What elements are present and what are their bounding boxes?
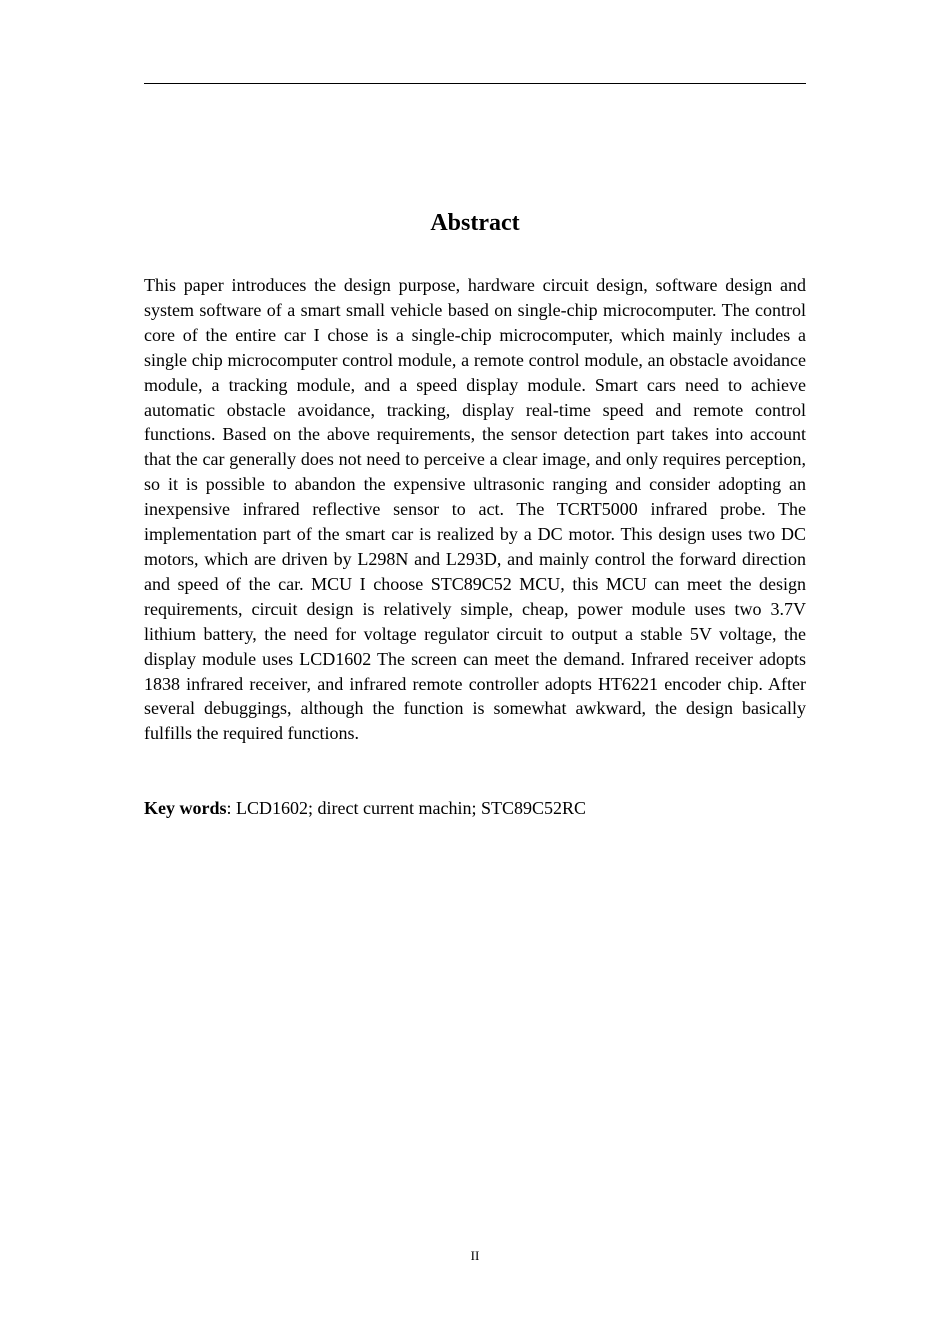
page-number: II <box>470 1248 480 1263</box>
header-rule <box>144 83 806 84</box>
keywords-line <box>144 796 806 821</box>
keywords-label: Key words <box>144 798 227 818</box>
keywords-separator: : <box>226 798 237 818</box>
keywords-value: LCD1602; direct current machin; STC89C52RC <box>236 798 586 818</box>
page-title: Abstract <box>430 210 520 236</box>
abstract-paragraph: This paper introduces the design purpose, hardware circuit design, software design and system software of a smart small vehicle based on single-chip microcomputer. The control core of the entire car I chose is a single-chip microcomputer, which mainly includes a single chip microcomputer control module, a remote control module, an obstacle avoidance module, a tracking module, and a speed display module. Smart cars need to achieve automatic obstacle avoidance, tracking, display real-time speed and remote control functions. Based on the above requirements, the sensor detection part takes into account that the car generally does not need to perceive a clear image, and only requires perception, so it is possible to abandon the expensive ultrasonic ranging and consider adopting an inexpensive infrared reflective sensor to act. The TCRT5000 infrared probe. The implementation part of the smart car is realized by a DC motor. This design uses two DC motors, which are driven by L298N and L293D, and mainly control the forward direction and speed of the car. MCU I choose STC89C52 MCU, this MCU can meet the design requirements, circuit design is relatively simple, cheap, power module uses two 3.7V lithium battery, the need for voltage regulator circuit to output a stable 5V voltage, the display module uses LCD1602 The screen can meet the demand. Infrared receiver adopts 1838 infrared receiver, and infrared remote controller adopts HT6221 encoder chip. After several debuggings, although the function is somewhat awkward, the design basically fulfills the required functions. <box>144 275 806 744</box>
